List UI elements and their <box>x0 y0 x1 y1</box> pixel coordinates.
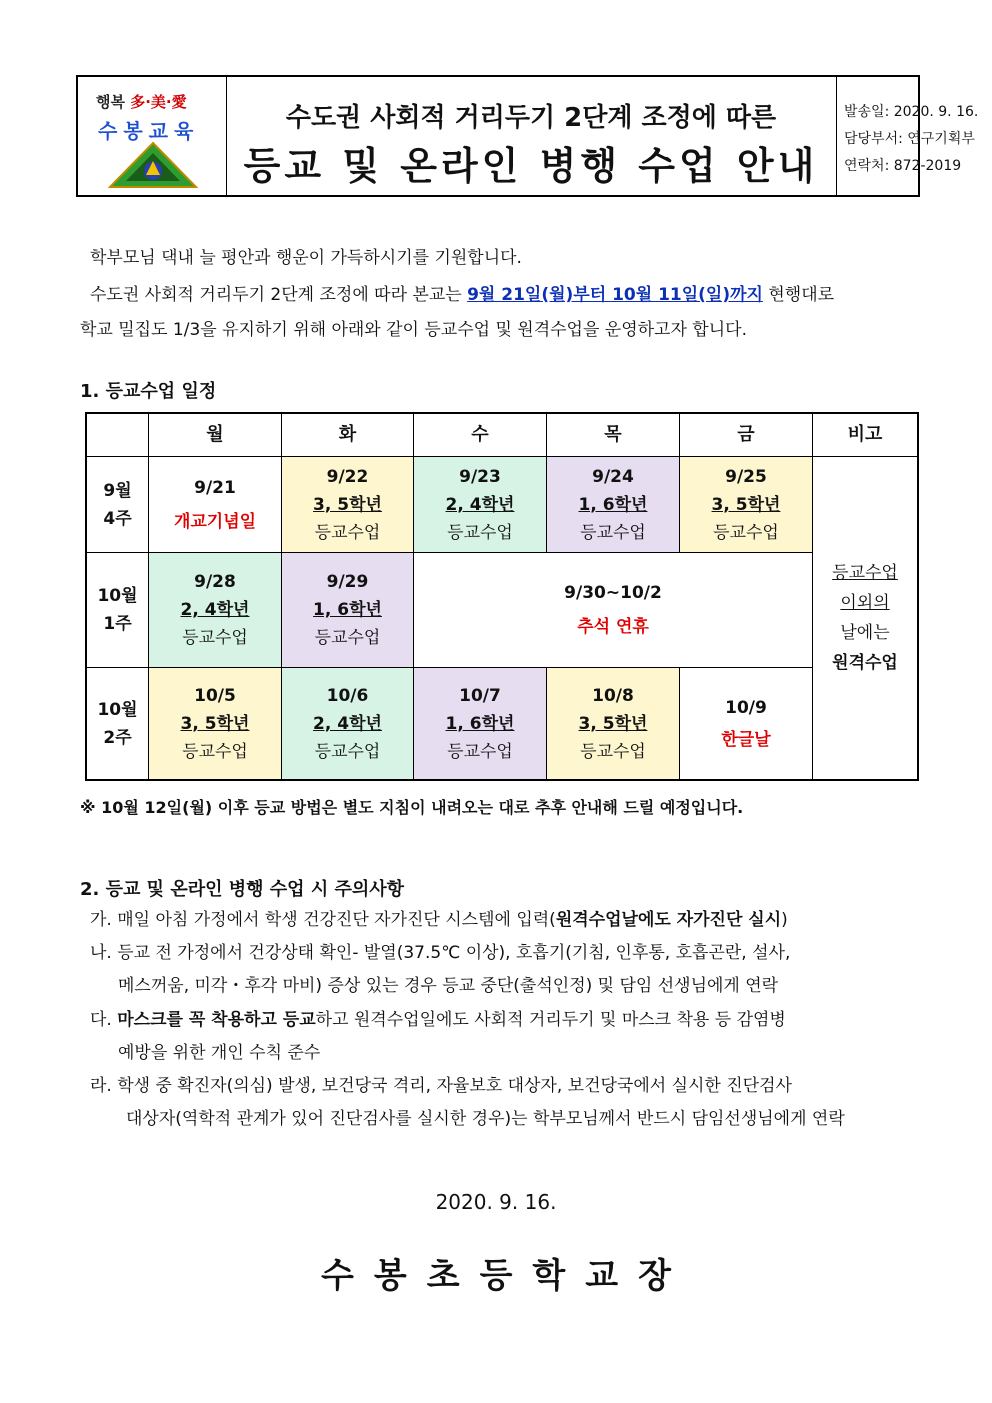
intro-line2 <box>90 278 834 312</box>
slogan-prefix: 행복 <box>96 93 125 111</box>
day-cell <box>680 457 813 553</box>
remark-line: 이외의 <box>840 593 890 613</box>
day-cell <box>282 553 414 668</box>
contact: 연락처: 872-2019 <box>844 158 962 174</box>
schedule-note: ※ 10월 12일(월) 이후 등교 방법은 별도 지침이 내려오는 대로 추후 안내해 드릴 예정입니다. <box>80 798 744 817</box>
holiday-label: 개교기념일 <box>173 511 257 532</box>
notice-da-bold: 마스크를 꼭 착용하고 등교 <box>117 1010 316 1030</box>
day-grade: 3, 5학년 <box>578 713 648 734</box>
notice-da-text: 하고 원격수업일에도 사회적 거리두기 및 마스크 착용 등 감염병 <box>315 1010 786 1030</box>
table-corner <box>87 414 149 457</box>
day-date: 9/21 <box>194 477 236 498</box>
school-emblem-icon <box>108 141 198 189</box>
holiday-label: 한글날 <box>721 729 771 750</box>
day-type: 등교수업 <box>314 628 381 648</box>
week-label-2 <box>87 553 149 668</box>
notice-ga-end: ) <box>781 910 788 930</box>
day-grade: 2, 4학년 <box>180 600 250 620</box>
day-grade: 3, 5학년 <box>180 713 250 734</box>
greeting: 학부모님 댁내 늘 평안과 행운이 가득하시기를 기원합니다. <box>90 248 522 268</box>
day-date: 9/23 <box>459 466 501 487</box>
day-date: 9/30~10/2 <box>564 583 662 603</box>
info-cell <box>836 77 979 195</box>
slogan-accent: 多·美·愛 <box>130 93 187 111</box>
notice-ga <box>90 904 788 937</box>
day-type: 등교수업 <box>447 741 513 762</box>
header-mon: 월 <box>149 414 282 457</box>
remark-cell <box>813 457 917 779</box>
week-num: 1주 <box>103 614 132 634</box>
day-type: 등교수업 <box>314 522 381 543</box>
week-month: 10월 <box>97 586 138 606</box>
holiday-label: 추석 연휴 <box>577 617 649 637</box>
notice-da-prefix: 다. <box>90 1010 118 1030</box>
day-date: 9/22 <box>326 466 369 487</box>
day-type: 등교수업 <box>182 741 248 762</box>
day-date: 9/25 <box>725 466 767 487</box>
document-title: 등교 및 온라인 병행 수업 안내 <box>243 144 819 188</box>
day-cell <box>414 668 547 779</box>
logo-cell <box>78 77 227 195</box>
day-grade: 1, 6학년 <box>445 713 515 734</box>
intro-line2-a: 수도권 사회적 거리두기 2단계 조정에 따라 본교는 <box>90 285 468 305</box>
remark-remote-class: 원격수업 <box>832 653 898 673</box>
document-subtitle: 수도권 사회적 거리두기 2단계 조정에 따른 <box>285 103 777 133</box>
header-remark: 비고 <box>813 414 917 457</box>
notice-ga-text: 가. 매일 아침 가정에서 학생 건강진단 자가진단 시스템에 입력( <box>90 910 556 930</box>
notice-da <box>90 1004 786 1037</box>
day-cell <box>149 553 282 668</box>
holiday-span-cell <box>414 553 813 668</box>
header-tue: 화 <box>282 414 414 457</box>
day-cell <box>149 457 282 553</box>
intro-period-highlight: 9월 21일(월)부터 10월 11일(일)까지 <box>467 285 763 305</box>
day-cell <box>414 457 547 553</box>
day-grade: 2, 4학년 <box>313 713 382 734</box>
day-cell <box>282 668 414 779</box>
day-grade: 1, 6학년 <box>578 494 648 515</box>
header-fri: 금 <box>680 414 813 457</box>
day-date: 9/24 <box>592 466 634 487</box>
intro-line3: 학교 밀집도 1/3을 유지하기 위해 아래와 같이 등교수업 및 원격수업을 운영하고자 합니다. <box>80 320 747 340</box>
header-thu: 목 <box>547 414 680 457</box>
notice-na-1: 나. 등교 전 가정에서 건강상태 확인- 발열(37.5℃ 이상), 호흡기(기침, 인후통, 호흡곤란, 설사, <box>90 943 791 963</box>
day-cell <box>680 668 813 779</box>
week-num: 2주 <box>103 727 132 748</box>
day-type: 등교수업 <box>447 522 513 543</box>
week-label-1 <box>87 457 149 553</box>
footer-date: 2020. 9. 16. <box>435 1190 557 1214</box>
signature: 수봉초등학교장 <box>321 1256 691 1296</box>
document-header <box>76 75 979 197</box>
day-date: 10/8 <box>592 685 634 706</box>
day-cell <box>282 457 414 553</box>
school-logo-text: 수봉교육 <box>98 119 200 143</box>
day-date: 10/7 <box>459 685 501 706</box>
schedule-table <box>85 412 919 781</box>
day-grade: 1, 6학년 <box>313 600 382 620</box>
day-cell <box>547 668 680 779</box>
notice-da-2: 예방을 위한 개인 수칙 준수 <box>118 1043 321 1063</box>
day-type: 등교수업 <box>580 522 646 543</box>
issue-date: 발송일: 2020. 9. 16. <box>844 104 979 120</box>
header-wed: 수 <box>414 414 547 457</box>
notice-ra-2: 대상자(역학적 관계가 있어 진단검사를 실시한 경우)는 학부모님께서 반드시 담임선생님에게 연락 <box>126 1109 845 1129</box>
week-label-3 <box>87 668 149 779</box>
department: 담당부서: 연구기획부 <box>844 131 975 147</box>
day-date: 10/6 <box>326 685 369 706</box>
week-month: 10월 <box>97 699 138 720</box>
day-type: 등교수업 <box>314 741 381 762</box>
day-grade: 3, 5학년 <box>313 494 382 515</box>
day-type: 등교수업 <box>580 741 646 762</box>
day-date: 10/9 <box>725 697 767 718</box>
remark-line: 날에는 <box>840 623 890 643</box>
day-cell <box>149 668 282 779</box>
section1-title: 1. 등교수업 일정 <box>80 381 217 402</box>
remark-line: 등교수업 <box>832 563 898 583</box>
day-type: 등교수업 <box>713 522 779 543</box>
notice-na-2: 메스꺼움, 미각・후각 마비) 증상 있는 경우 등교 중단(출석인정) 및 담임 선생님에게 연락 <box>118 976 779 996</box>
day-date: 10/5 <box>194 685 236 706</box>
week-month: 9월 <box>103 480 132 501</box>
slogan <box>96 91 187 112</box>
day-grade: 2, 4학년 <box>445 494 515 515</box>
day-grade: 3, 5학년 <box>711 494 781 515</box>
day-cell <box>547 457 680 553</box>
day-type: 등교수업 <box>182 628 248 648</box>
week-num: 4주 <box>103 508 132 529</box>
title-cell <box>226 77 837 195</box>
notice-ra-1: 라. 학생 중 확진자(의심) 발생, 보건당국 격리, 자율보호 대상자, 보건당국에서 실시한 진단검사 <box>90 1076 792 1096</box>
day-date: 9/29 <box>326 572 369 592</box>
notice-ga-bold: 원격수업날에도 자가진단 실시 <box>555 910 782 930</box>
day-date: 9/28 <box>194 572 236 592</box>
section2-title: 2. 등교 및 온라인 병행 수업 시 주의사항 <box>80 879 405 900</box>
intro-line2-b: 현행대로 <box>762 285 835 305</box>
